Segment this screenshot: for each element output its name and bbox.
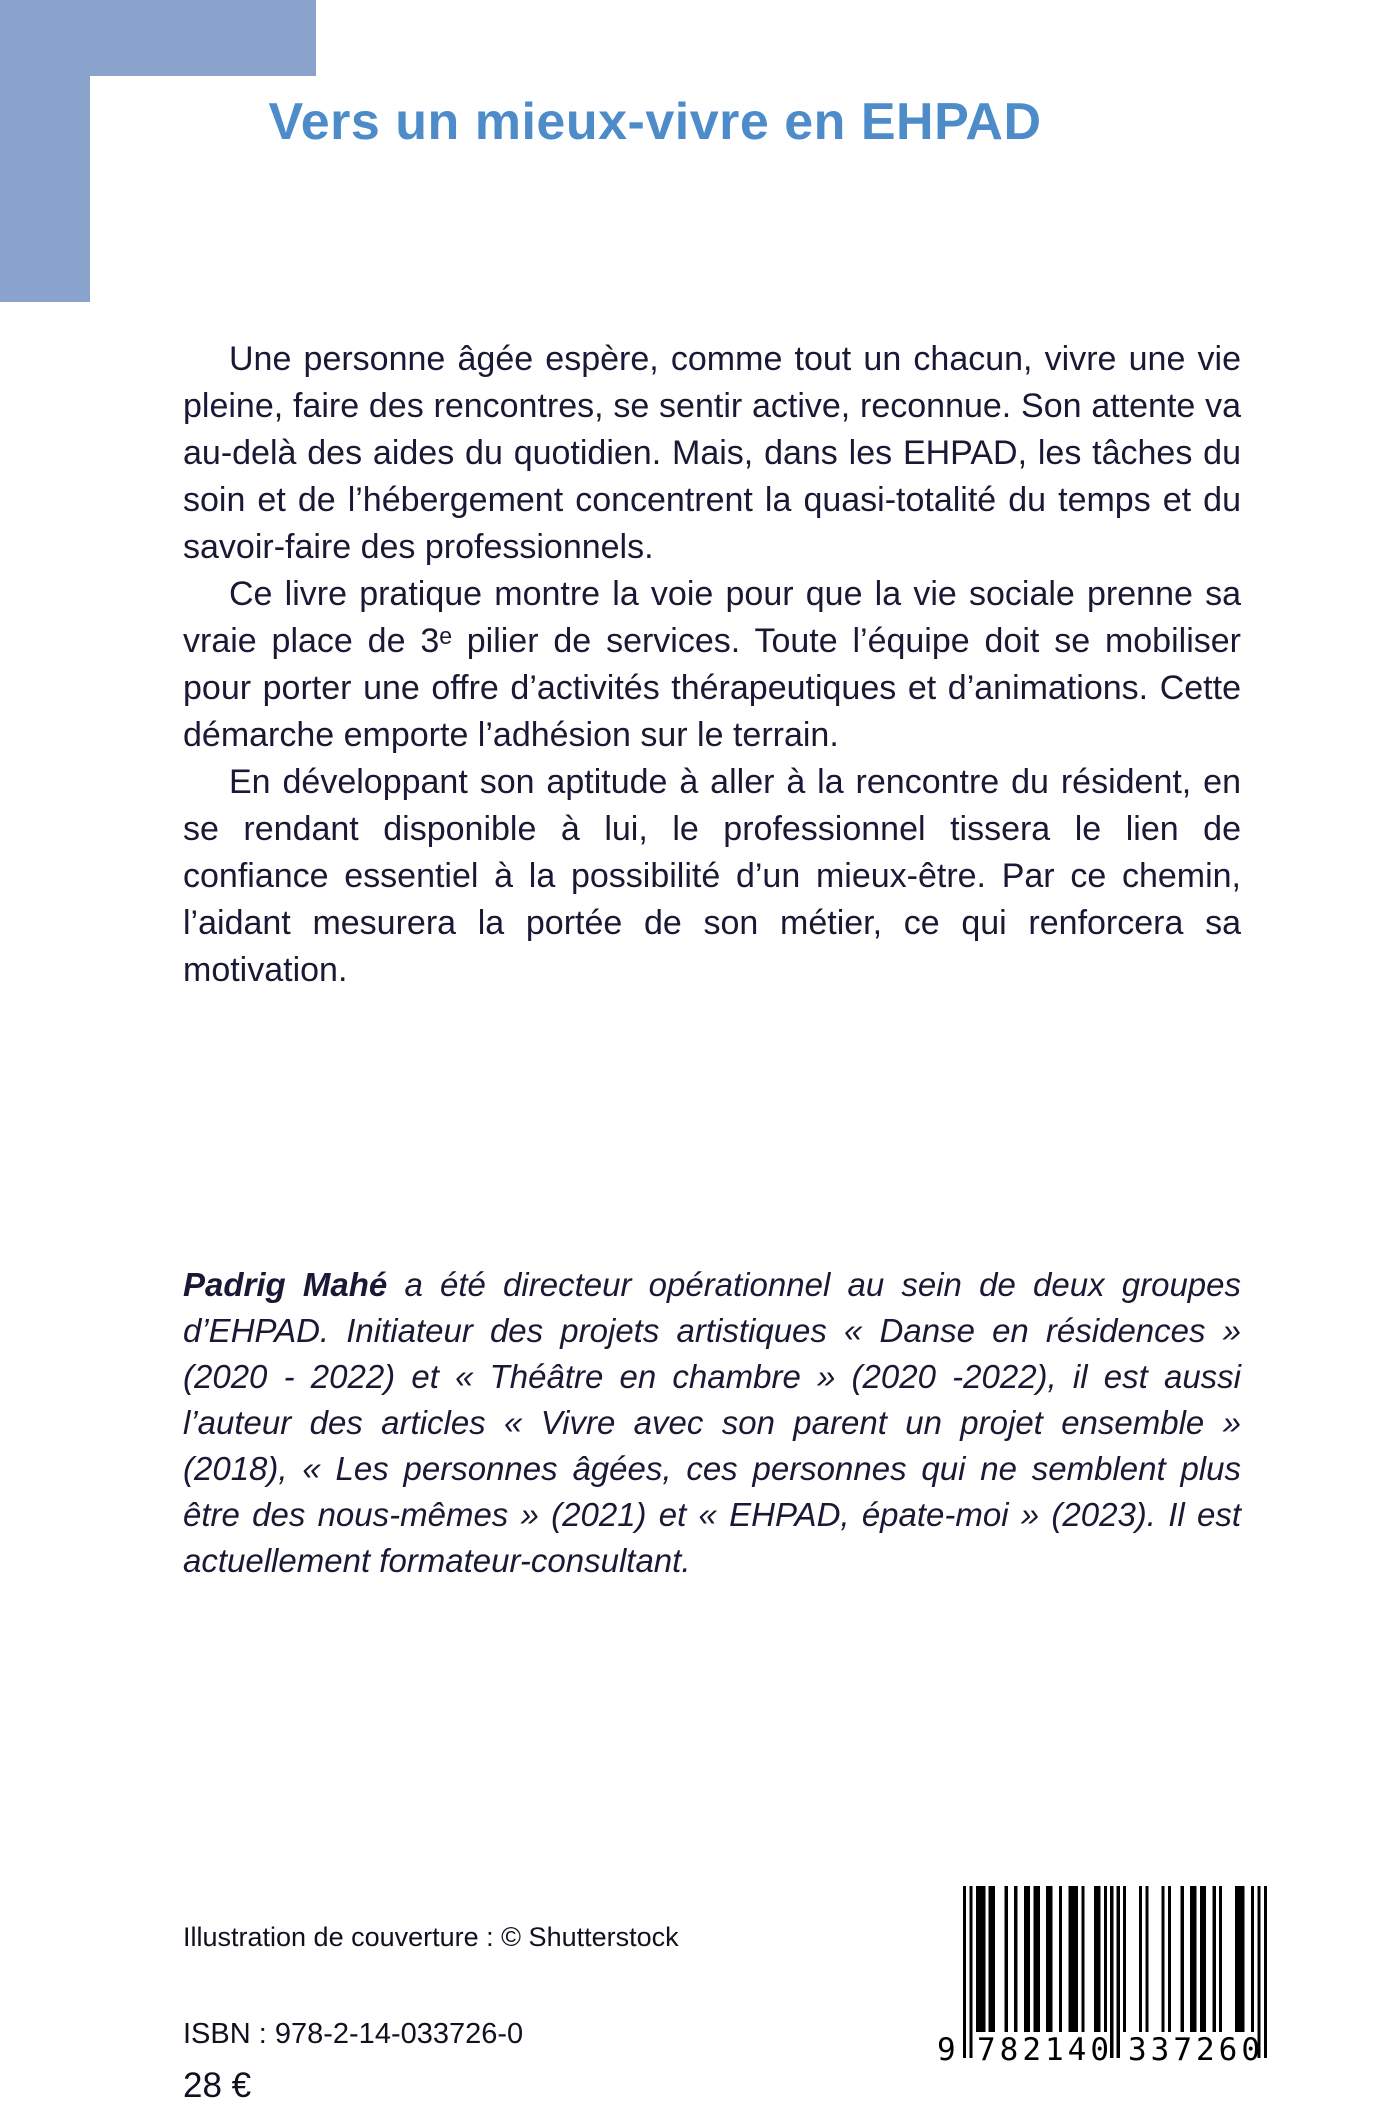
synopsis-paragraph: Une personne âgée espère, comme tout un chacun, vivre une vie pleine, faire des rencontres, se sentir active, reconnue. Son attente va au-delà des aides du quotidien. Mais, dans les EHPAD, les tâches du soin et de l’hébergement concentrent la quasi-totalité du temps et du savoir-faire des professionnels. (183, 340, 1241, 566)
author-bio-text: a été directeur opérationnel au sein de deux groupes d’EHPAD. Initiateur des projets artistiques « Danse en résidences » (2020 - 2022) et « Théâtre en chambre » (2020 -2022), il est aussi l’auteur des articles « Vivre avec son parent un projet ensemble » (2018), « Les personnes âgées, ces personnes qui ne semblent plus être des nous-mêmes » (2021) et « EHPAD, épate-moi » (2023). Il est actuellement formateur-consultant. (183, 1266, 1242, 1579)
price: 28 € (183, 2066, 252, 2105)
barcode-digits-right: 337260 (1128, 2032, 1264, 2068)
book-title: Vers un mieux-vivre en EHPAD (268, 93, 1042, 151)
barcode (935, 1886, 1275, 2086)
author-bio (183, 1262, 1241, 1584)
illustration-credit: Illustration de couverture : © Shutterstock (183, 1922, 679, 1952)
barcode-digits-left: 782140 (977, 2032, 1113, 2068)
barcode-digit-system: 9 (937, 2032, 960, 2068)
synopsis-paragraph: En développant son aptitude à aller à la rencontre du résident, en se rendant disponible à lui, le professionnel tissera le lien de confiance essentiel à la possibilité d’un mieux-être. Par ce chemin, l’aidant mesurera la portée de son métier, ce qui renforcera sa motivation. (183, 763, 1241, 989)
synopsis-paragraph: Ce livre pratique montre la voie pour que la vie sociale prenne sa vraie place de 3ᵉ pilier de services. Toute l’équipe doit se mobiliser pour porter une offre d’activités thérapeutiques et d’animations. Cette démarche emporte l’adhésion sur le terrain. (183, 575, 1241, 754)
isbn-number: ISBN : 978-2-14-033726-0 (183, 2018, 524, 2050)
author-name: Padrig Mahé (183, 1266, 388, 1303)
synopsis (183, 336, 1241, 994)
